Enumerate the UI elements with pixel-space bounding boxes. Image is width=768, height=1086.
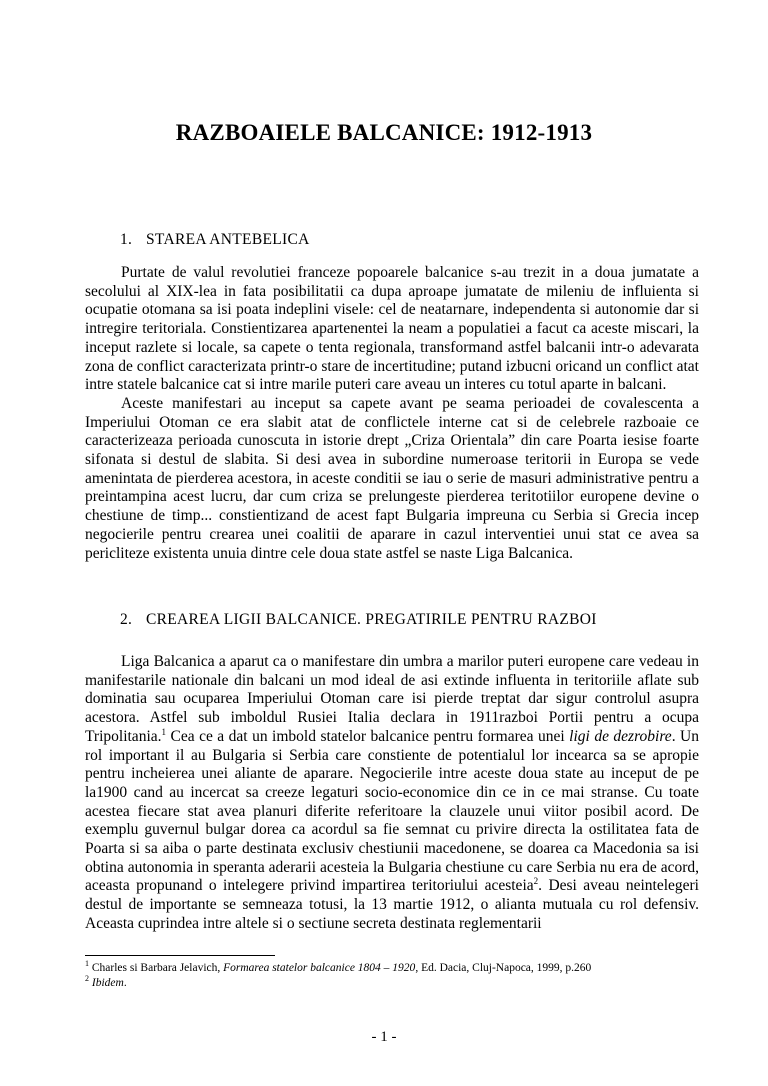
section-body-2 [85,653,699,934]
section-number: 1. [120,231,133,248]
paragraph-text: . Desi aveau neintelegeri destul de importante se semneaza totusi, la 13 martie 1912, o alianta mutuala cu rol defensiv. Aceasta cuprindea intre altele si o sectiune secreta destinata reglementarii [85,877,699,932]
footnote-text: Charles si Barbara Jelavich, [89,962,224,974]
document-title: RAZBOAIELE BALCANICE: 1912-1913 [175,120,593,145]
paragraph: Aceste manifestari au inceput sa capete avant pe seama perioadei de covalescenta a Imperiului Otoman ce era slabit atat de conflictele interne cat si de celebrele razboaie ce caracterizeaza perioada cunoscuta in istorie drept „Criza Orientala” din care Poarta iesise foarte sifonata si destul de slabita. Si desi avea in subordine numeroase teritorii in Europa se vede amenintata de pierderea acestora, in aceste conditii se iau o serie de masuri administrative pentru a preintampina acest lucru, dar cum criza se prelungeste pierderea teritotiilor europene devine o chestiune de timp... constientizand de acest fapt Bulgaria impreuna cu Serbia si Grecia incep negocierile pentru crearea unei coalitii de aparare in cazul interventiei unui stat ce avea sa pericliteze existenta unuia dintre cele doua state astfel se naste Liga Balcanica. [85,394,699,562]
footnote-text: . [123,977,127,989]
section-body-1 [85,264,699,563]
section-title: CREAREA LIGII BALCANICE. PREGATIRILE PENTRU RAZBOI [146,611,597,628]
paragraph [85,653,699,934]
section-heading-1 [120,231,310,249]
page-number: - 1 - [371,1029,397,1045]
paragraph-text: Cea ce a dat un imbold statelor balcanice pentru formarea unei [166,727,570,745]
footnote-ref: 2 [533,876,539,887]
paragraph: Purtate de valul revolutiei franceze popoarele balcanice s-au trezit in a doua jumatate a secolului al XIX-lea in fata posibilitatii ca dupa aproape jumatate de mileniu de influienta si ocupatie otomana sa isi poata indeplini visele: cel de neatarnare, independenta si autonomie dar si intregire teritoriala. Constientizarea apartenentei la neam a populatiei a facut ca aceste miscari, la inceput razlete si locale, sa capete o tenta regionala, transformand astfel balcanii intr-o adevarata zona de conflict caracterizata printr-o stare de incertitudine; putand izbucni oricand un conflict atat intre statele balcanice cat si intre marile puteri care aveau un interes cu totul aparte in balcani. [85,264,699,394]
footnote [85,976,699,991]
footnotes [85,961,699,991]
italic-term: ligi de dezrobire [569,727,672,745]
footnote-italic: Ibidem [91,977,124,989]
footnote-divider [85,955,275,956]
section-title: STAREA ANTEBELICA [146,231,310,248]
footnote-ref: 1 [161,726,167,737]
section-heading-2 [120,611,597,629]
footnote-mark: 2 [85,974,89,984]
footnote-mark: 1 [85,959,89,969]
footnote-italic: Formarea statelor balcanice 1804 – 1920 [223,962,416,974]
paragraph-text: . Un rol important il au Bulgaria si Serbia care constiente de potentialul lor incearca sa se apropie pentru incheierea unei aliante de aparare. Negocierile intre aceste doua state au inceput de pe la1900 cand au incercat sa creeze legaturi socio-economice din ce in ce mai stranse. Cu toate acestea fiecare stat avea planuri diferite referitoare la clauzele unui viitor posibil acord. De exemplu guvernul bulgar dorea ca acordul sa fie semnat cu privire directa la ostilitatea fata de Poarta si sa aiba o parte destinata exclusiv chestiunii macedonene, se doarea ca Macedonia sa isi obtina autonomia in speranta aderarii acesteia la Bulgaria chestiune cu care Serbia nu era de acord, aceasta propunand o intelegere privind impartirea teritoriului acesteia [85,727,699,895]
footnote-text: , Ed. Dacia, Cluj-Napoca, 1999, p.260 [415,962,592,974]
paragraph-text: Liga Balcanica a aparut ca o manifestare din umbra a marilor puteri europene care vedeau in manifestarile nationale din balcani un mod ideal de asi extinde influenta in teritoriile aflate sub dominatia sau ocuparea Imperiului Otoman care isi pierde treptat dar sigur controlul asupra acestora. Astfel sub imboldul Rusiei Italia declara in 1911razboi Portii pentru a ocupa Tripolitania. [85,653,699,745]
footnote [85,961,699,976]
section-number: 2. [120,611,133,628]
